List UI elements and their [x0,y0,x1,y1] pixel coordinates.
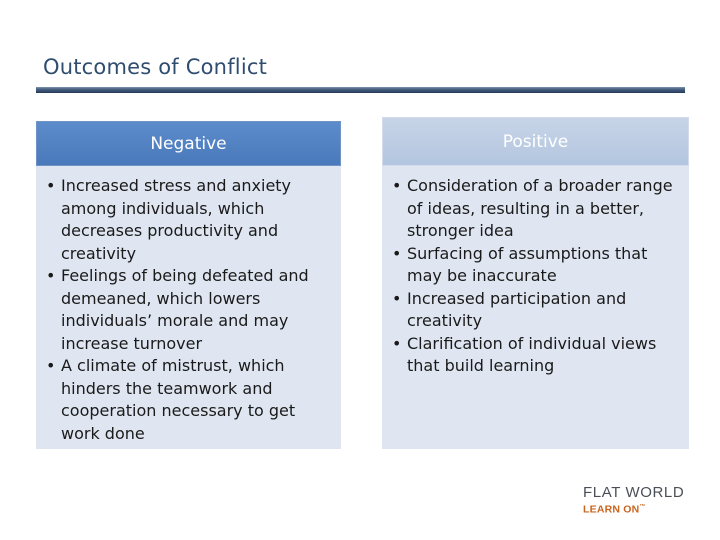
logo-line-2 [583,501,693,517]
positive-list [392,175,679,378]
positive-item: • Clarification of individual views that build learning [392,333,679,378]
positive-item: • Surfacing of assumptions that may be inaccurate [392,243,679,288]
positive-item: • Consideration of a broader range of ideas, resulting in a better, stronger idea [392,175,679,243]
positive-item: • Increased participation and creativity [392,288,679,333]
logo-line-1: FLAT WORLD [583,484,685,501]
negative-list [46,175,331,445]
logo-tagline: LEARN ON [583,503,640,516]
positive-column [382,117,689,449]
negative-column [36,121,341,449]
negative-item: • A climate of mistrust, which hinders the teamwork and cooperation necessary to get work done [46,355,331,445]
negative-item: • Increased stress and anxiety among individuals, which decreases productivity and creativity [46,175,331,265]
negative-list-box [36,166,341,449]
title-divider [36,87,685,93]
trademark-mark: ™ [639,504,646,510]
flat-world-logo [583,485,693,517]
positive-list-box [382,166,689,449]
negative-item: • Feelings of being defeated and demeaned, which lowers individuals’ morale and may increase turnover [46,265,331,355]
slide-title: Outcomes of Conflict [43,55,268,79]
negative-heading: Negative [36,121,341,166]
positive-heading: Positive [382,117,689,166]
